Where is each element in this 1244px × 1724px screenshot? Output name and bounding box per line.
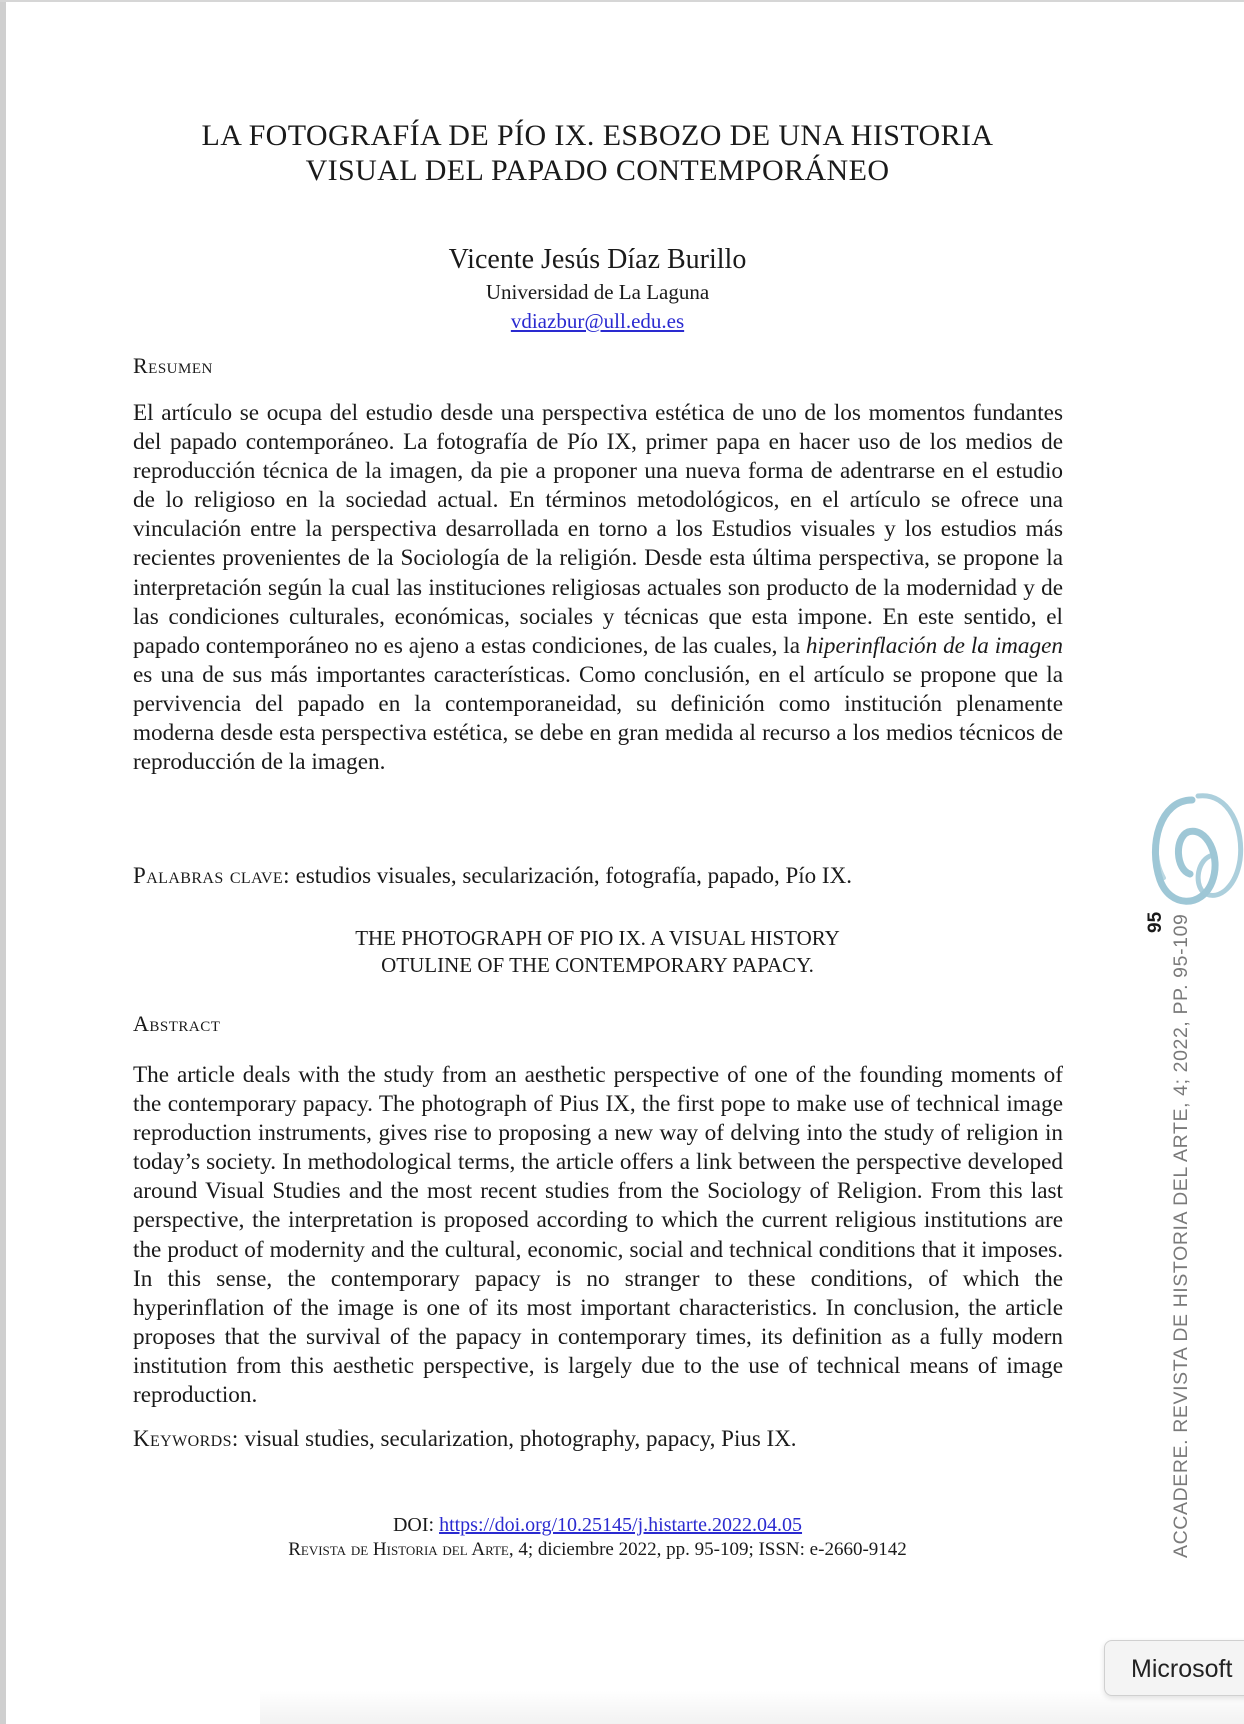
abstract-paragraph: The article deals with the study from an aesthetic perspective of one of the founding moments of the contemporary papacy. The photograph of Pius IX, the first pope to make use of technical image reproduction instruments, gives rise to proposing a new way of delving into the study of religion in today’s society. In methodological terms, the article offers a link between the perspective developed around Visual Studies and the most recent studies from the Sociology of Religion. From this last perspective, the interpretation is proposed according to which the current religious institutions are the product of modernity and the cultural, economic, social and technical conditions that it imposes. In this sense, the contemporary papacy is no stranger to these conditions, of which the hyperinflation of the image is one of its most important characteristics. In conclusion, the article proposes that the survival of the papacy in contemporary times, its definition as a fully modern institution from this aesthetic perspective, is largely due to the use of technical means of image reproduction. (133, 1062, 1063, 1409)
author-email-link[interactable]: vdiazbur@ull.edu.es (510, 309, 685, 333)
journal-swirl-logo-icon (1140, 790, 1244, 920)
abstract-keywords (133, 1424, 1063, 1453)
author-name: Vicente Jesús Díaz Burillo (448, 244, 747, 275)
microsoft-popup-label: Microsoft (1131, 1655, 1233, 1683)
keywords-values: visual studies, secularization, photography, papacy, Pius IX. (244, 1426, 797, 1451)
palabras-clave-values: estudios visuales, secularización, fotografía, papado, Pío IX. (295, 863, 852, 888)
author-affiliation: Universidad de La Laguna (485, 280, 710, 304)
doi-label: DOI: (392, 1514, 435, 1536)
abstract-heading: Abstract (133, 1011, 221, 1036)
resumen-italic-phrase: hiperinflación de la imagen (805, 632, 1063, 659)
article-title-line-1: LA FOTOGRAFÍA DE PÍO IX. ESBOZO DE UNA HISTORIA (201, 119, 994, 152)
author-email (130, 308, 1065, 334)
doi-link[interactable]: https://doi.org/10.25145/j.histarte.2022.04.05 (439, 1514, 803, 1536)
doi-line (130, 1513, 1065, 1537)
resumen-text-part-2: es una de sus más importantes características. Como conclusión, en el artículo se propone que la pervivencia del papado en la contemporaneidad, su definición como institución plenamente moderna desde esta perspectiva estética, se debe en gran medida al recurso a los medios técnicos de reproducción de la imagen. (133, 661, 1063, 776)
resumen-heading: Resumen (133, 353, 213, 378)
english-title-line-2: OTULINE OF THE CONTEMPORARY PAPACY. (381, 953, 814, 977)
journal-details: , 4; diciembre 2022, pp. 95-109; ISSN: e-2660-9142 (508, 1539, 907, 1560)
page-top-edge (0, 0, 1244, 2)
article-title-line-2: VISUAL DEL PAPADO CONTEMPORÁNEO (305, 154, 890, 187)
resumen-text-part-1: El artículo se ocupa del estudio desde una perspectiva estética de uno de los momentos fundantes del papado contemporáneo. La fotografía de Pío IX, primer papa en hacer uso de los medios de reproducción técnica de la imagen, da pie a proponer una nueva forma de adentrarse en el estudio de lo religioso en la sociedad actual. En términos metodológicos, en el artículo se ofrece una vinculación entre la perspectiva desarrollada en torno a los Estudios visuales y los estudios más recientes provenientes de la Sociología de la religión. Desde esta última perspectiva, se propone la interpretación según la cual las instituciones religiosas actuales son producto de la modernidad y de las condiciones culturales, económicas, sociales y técnicas que esta impone. En este sentido, el papado contemporáneo no es ajeno a estas condiciones, de las cuales, la (133, 400, 1063, 659)
english-title (230, 925, 965, 979)
journal-citation (130, 1538, 1065, 1562)
article-title (130, 118, 1065, 188)
palabras-clave-label: Palabras clave: (133, 863, 290, 888)
keywords-label: Keywords: (133, 1426, 239, 1451)
resumen-paragraph (133, 399, 1063, 777)
window-bottom-shadow (260, 1690, 1244, 1724)
microsoft-popup[interactable] (1104, 1640, 1244, 1696)
journal-name: Revista de Historia del Arte (288, 1539, 509, 1560)
running-head: ACCADERE. REVISTA DE HISTORIA DEL ARTE, 4; 2022, PP. 95-109 (1170, 913, 1192, 1558)
page-left-edge (0, 0, 6, 1724)
page-number: 95 (1145, 911, 1166, 933)
english-title-line-1: THE PHOTOGRAPH OF PIO IX. A VISUAL HISTORY (355, 926, 840, 950)
resumen-keywords (133, 861, 1063, 890)
